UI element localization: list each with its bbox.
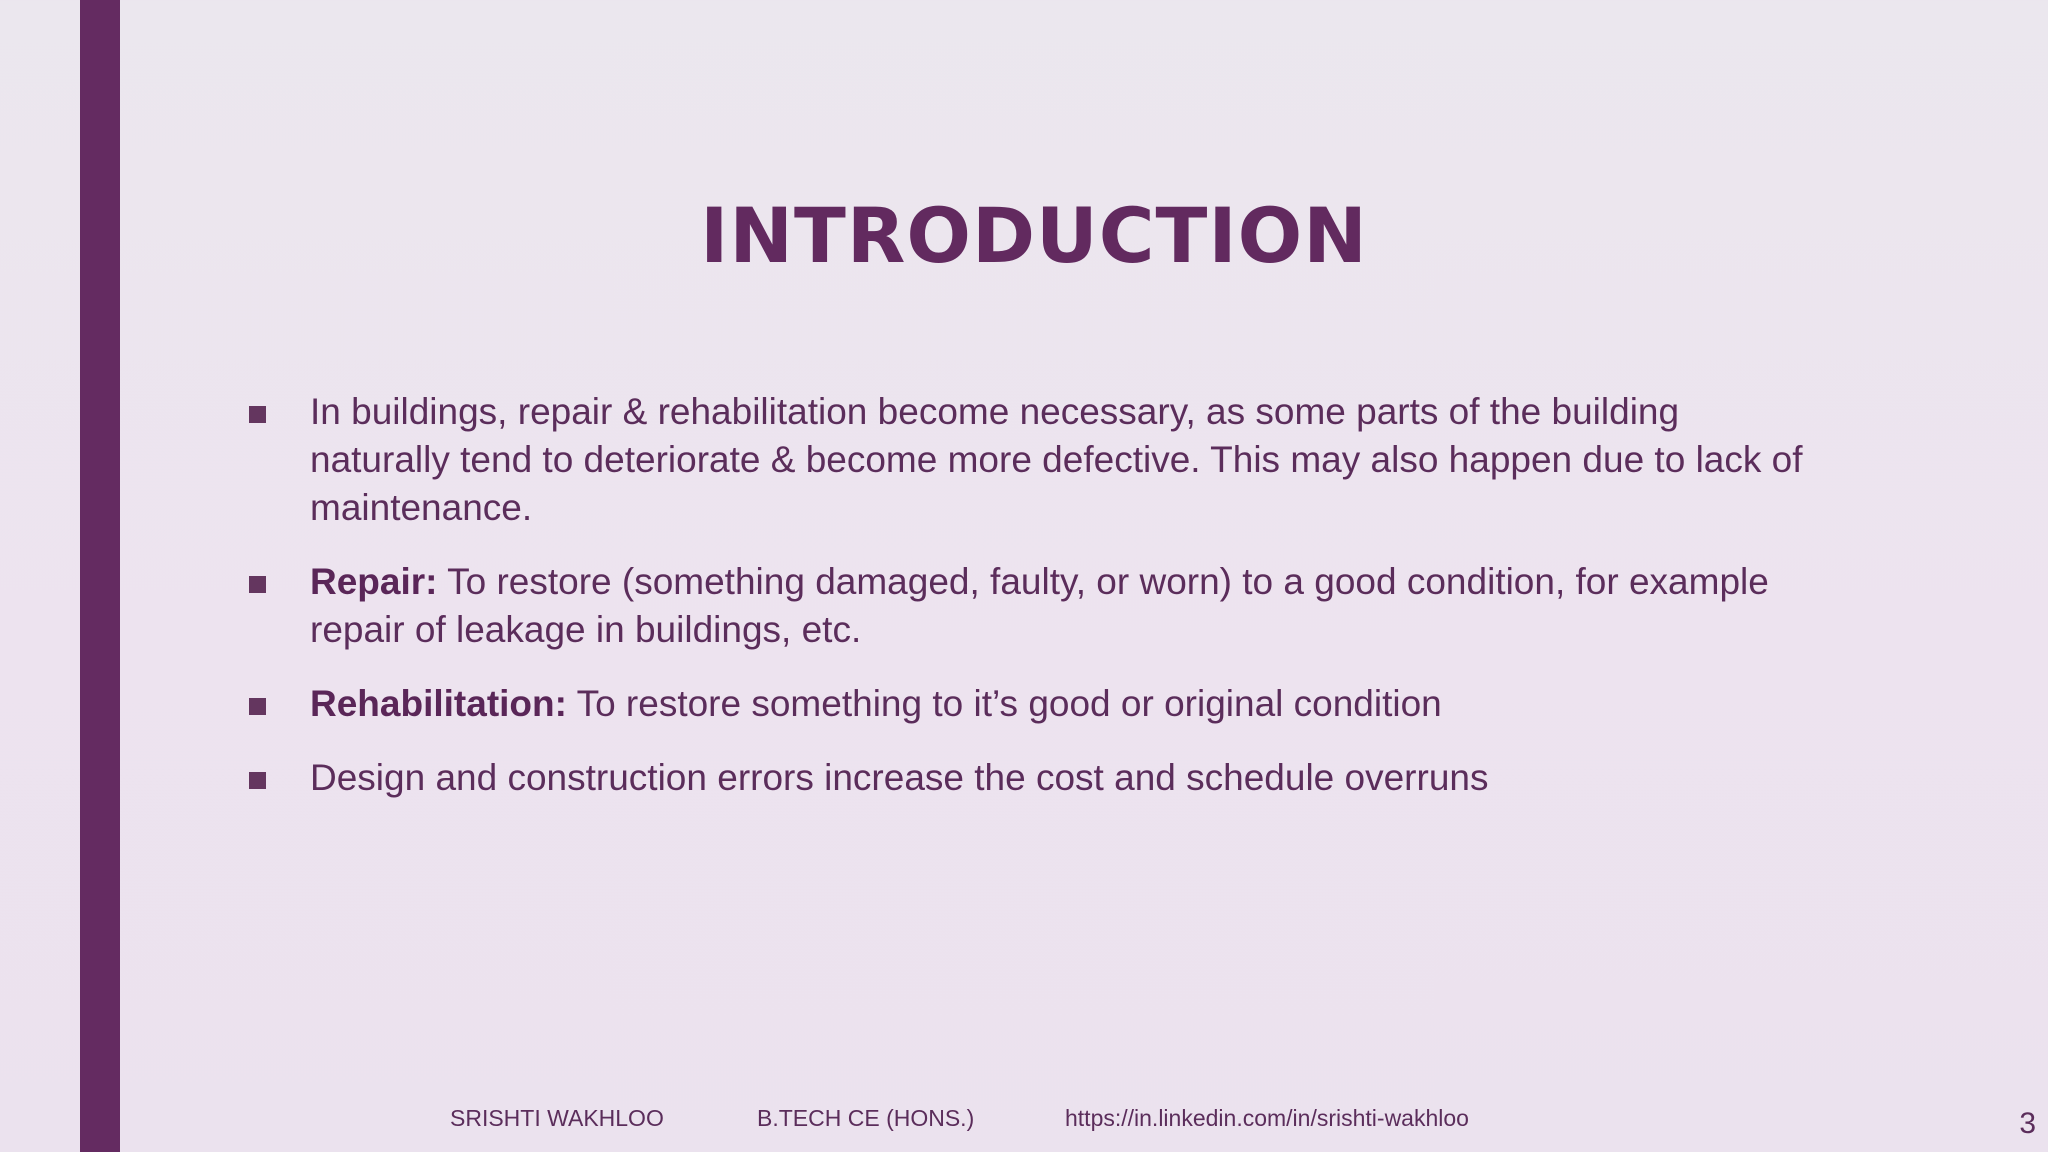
bullet-item-intro <box>244 388 1814 532</box>
bullet-text: To restore something to it’s good or original condition <box>566 683 1442 724</box>
footer-author: SRISHTI WAKHLOO <box>450 1105 664 1131</box>
bullet-text: Design and construction errors increase the cost and schedule overruns <box>310 757 1489 798</box>
bullet-item-errors <box>244 754 1814 802</box>
slide-number: 3 <box>2019 1107 2036 1140</box>
bullet-term: Rehabilitation: <box>310 683 567 724</box>
bullet-list <box>244 388 1814 828</box>
bullet-text: To restore (something damaged, faulty, or worn) to a good condition, for example repair of leakage in buildings, etc. <box>310 561 1769 650</box>
bullet-item-repair <box>244 558 1814 654</box>
footer-linkedin-link[interactable]: https://in.linkedin.com/in/srishti-wakhloo <box>1065 1105 1469 1131</box>
bullet-term: Repair: <box>310 561 438 602</box>
square-bullet-icon <box>249 698 266 715</box>
slide-title: INTRODUCTION <box>700 191 1368 280</box>
bullet-text: In buildings, repair & rehabilitation become necessary, as some parts of the building naturally tend to deteriorate & become more defective. This may also happen due to lack of maintenance. <box>310 391 1803 528</box>
square-bullet-icon <box>249 576 266 593</box>
bullet-item-rehabilitation <box>244 680 1814 728</box>
square-bullet-icon <box>249 406 266 423</box>
footer-degree: B.TECH CE (HONS.) <box>757 1105 975 1131</box>
square-bullet-icon <box>249 772 266 789</box>
accent-bar <box>80 0 120 1152</box>
